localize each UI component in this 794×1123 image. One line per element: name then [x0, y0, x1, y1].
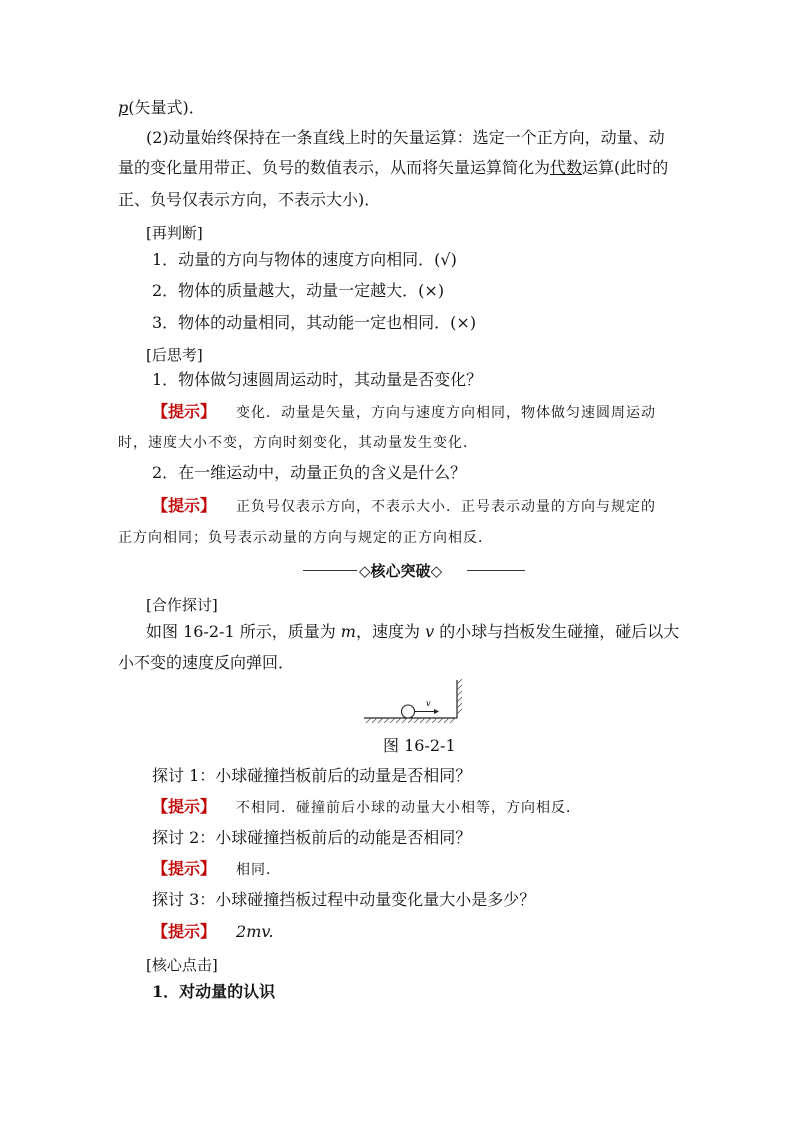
question: 探讨 1：小球碰撞挡板前后的动量是否相同？ — [152, 766, 472, 785]
judge-item: 1．动量的方向与物体的速度方向相同．(√) — [152, 250, 457, 269]
core-item: 1．对动量的认识 — [152, 982, 276, 1001]
divider-rule — [303, 570, 357, 571]
tip-label: 【提示】 — [152, 797, 217, 816]
formula-line — [118, 98, 205, 118]
answer-line — [152, 797, 581, 818]
hint-text: 变化．动量是矢量，方向与速度方向相同，物体做匀速圆周运动 — [236, 405, 657, 421]
hint-text: 时，速度大小不变，方向时刻变化，其动量发生变化． — [118, 435, 478, 451]
answer-line — [152, 496, 656, 517]
collision-figure — [360, 678, 470, 724]
question: 探讨 3：小球碰撞挡板过程中动量变化量大小是多少？ — [152, 890, 536, 909]
hint-text: 正负号仅表示方向，不表示大小．正号表示动量的方向与规定的 — [236, 499, 657, 515]
tip-label: 【提示】 — [152, 496, 217, 515]
velocity-symbol: v — [425, 622, 435, 641]
question: 探讨 2：小球碰撞挡板前后的动能是否相同？ — [152, 828, 472, 847]
section-divider — [303, 560, 525, 580]
paragraph-line: (2)动量始终保持在一条直线上时的矢量运算：选定一个正方向，动量、动 — [146, 128, 665, 147]
answer-line — [152, 859, 281, 880]
velocity-arrow — [415, 709, 439, 714]
momentum-symbol: p — [118, 98, 129, 117]
section-heading-core: [核心点击] — [146, 956, 218, 974]
text-span: 运算(此时的 — [582, 158, 669, 177]
judge-item: 2．物体的质量越大，动量一定越大．(×) — [152, 281, 445, 300]
figure-caption: 图 16-2-1 — [383, 736, 456, 755]
tip-label: 【提示】 — [152, 922, 217, 941]
text-span: 量的变化量用带正、负号的数值表示，从而将矢量运算简化为 — [118, 158, 551, 177]
hint-text: 相同． — [236, 862, 282, 878]
divider-rule — [467, 570, 525, 571]
ball — [402, 705, 415, 718]
velocity-label: v — [426, 699, 431, 708]
tip-label: 【提示】 — [152, 402, 217, 421]
paragraph-line — [146, 622, 679, 642]
wall-barrier — [457, 679, 462, 718]
text-span: ，速度为 — [355, 622, 426, 641]
hint-text: 正方向相同；负号表示动量的方向与规定的正方向相反． — [118, 530, 493, 546]
underlined-term: 代数 — [550, 158, 583, 177]
paragraph-line: 正、负号仅表示方向，不表示大小)． — [118, 190, 381, 209]
section-title: ◇核心突破◇ — [359, 562, 443, 580]
section-title-text: 核心突破 — [370, 562, 431, 580]
section-heading-judge: [再判断] — [146, 224, 203, 242]
formula-note: (矢量式)． — [128, 98, 205, 117]
text-span: 的小球与挡板发生碰撞，碰后以大 — [434, 622, 680, 641]
question: 1．物体做匀速圆周运动时，其动量是否变化？ — [152, 370, 483, 389]
text-span: 如图 16-2-1 所示，质量为 — [146, 622, 341, 641]
answer-line — [152, 402, 656, 423]
answer-line — [152, 922, 274, 942]
paragraph-line: 小不变的速度反向弹回． — [118, 653, 295, 672]
judge-item: 3．物体的动量相同，其动能一定也相同．(×) — [152, 313, 477, 332]
hint-text: 不相同．碰撞前后小球的动量大小相等，方向相反． — [236, 800, 582, 816]
section-heading-cooperate: [合作探讨] — [146, 596, 218, 614]
tip-label: 【提示】 — [152, 859, 217, 878]
section-heading-think: [后思考] — [146, 346, 203, 364]
question: 2．在一维运动中，动量正负的含义是什么？ — [152, 463, 467, 482]
mass-symbol: m — [340, 622, 356, 641]
ground-hatching — [364, 718, 457, 723]
hint-formula: 2mv. — [236, 922, 274, 941]
paragraph-line — [118, 158, 668, 178]
